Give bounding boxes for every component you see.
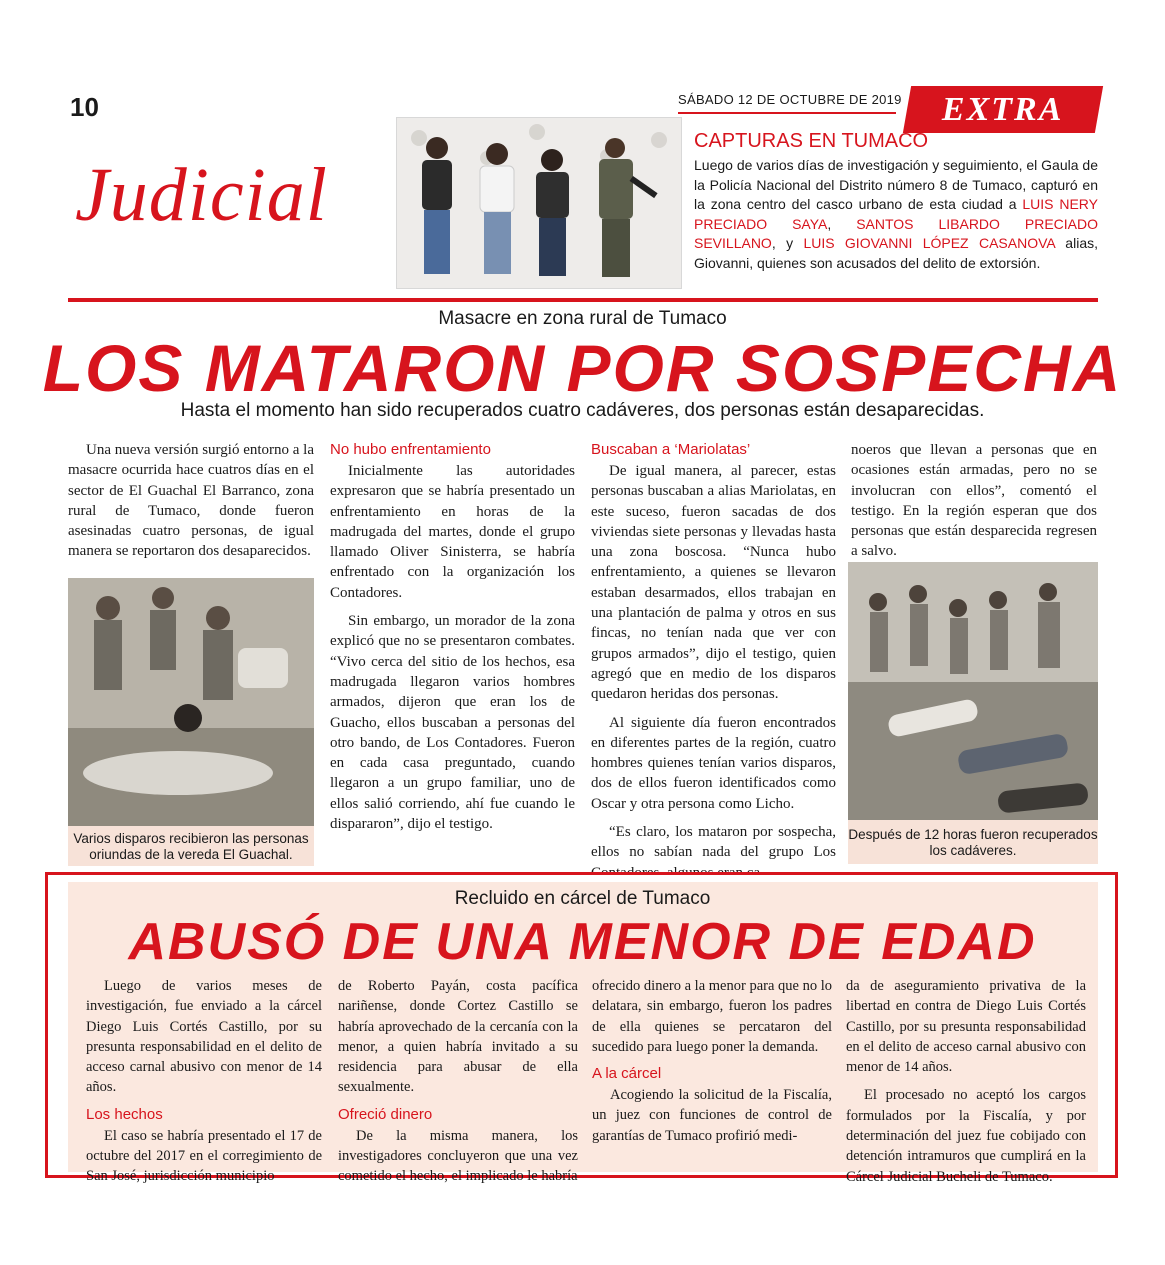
victims-illustration-left <box>68 578 314 826</box>
photo-left-caption: Varios disparos recibieron las personas oriundas de la vereda El Guachal. <box>68 826 314 866</box>
story1-col3-paragraph-3: “Es claro, los mataron por sospecha, ellos no sabían nada del grupo Los <box>591 824 836 861</box>
brief-title: CAPTURAS EN TUMACO <box>694 130 929 152</box>
brief-name-2: SANTOS LIBARDO PRECIADO SEVILLANO <box>694 215 1098 251</box>
brief-text-4: alias, Giovanni, quienes son acusados del delito de extorsión. <box>694 235 1098 271</box>
story1-column-1 <box>68 440 314 570</box>
story1-subhead: Hasta el momento han sido recuperados cuatro cadáveres, dos personas están desaparecidas. <box>180 400 985 421</box>
page-number: 10 <box>70 92 99 122</box>
story2-col2-paragraph-1: de Roberto Payán, costa pacífica nariñense, donde Cortez Castillo se habría aprovechado de la cercanía con la menor, a quien habría invitado a su residencia para abusar de ella sexualmente. <box>338 978 578 1096</box>
story1-col3-paragraph-2: Al siguiente día fueron encontrados en diferentes partes de la región, cuatro hombres quienes tenían varios disparos, dos de ellos fueron identificados como Oscar y otra persona como Licho. <box>591 714 836 812</box>
story2-headline: ABUSÓ DE UNA MENOR DE EDAD <box>128 913 1037 971</box>
story2-col1-subhead: Los hechos <box>86 1105 163 1123</box>
story2-col3-subhead: A la cárcel <box>592 1065 662 1083</box>
story1-col3-subhead: Buscaban a ‘Mariolatas’ <box>591 441 751 458</box>
story2-col1-paragraph-1: Luego de varios meses de investigación, fue enviado a la cárcel Diego Luis Cortés Castillo, por su presunta responsabilidad en el delito de acceso carnal abusivo con menor de 14 años. <box>86 978 322 1096</box>
story2-col4-paragraph-2: El procesado no aceptó los cargos formulados por la Fiscalía, y por determinación del juez fue cobijado con detención intramuros que cumplirá en la Cárcel Judicial Bucheli de Tumaco. <box>846 1087 1086 1185</box>
story1-kicker: Masacre en zona rural de Tumaco <box>438 308 727 329</box>
arrested-men-illustration <box>397 118 682 289</box>
date-underline <box>678 112 896 114</box>
brief-text-2: , <box>827 215 857 232</box>
brief-text-1: Luego de varios días de investigación y seguimiento, el Gaula de la Policía Nacional del Distrito número 8 de Tumaco, capturó en la zona centro del casco urbano de esta ciudad a <box>694 157 1098 212</box>
brief-name-3: LUIS GIOVANNI LÓPEZ CASANOVA <box>803 235 1055 251</box>
victims-photo-left <box>68 578 314 826</box>
issue-date: SÁBADO 12 DE OCTUBRE DE 2019 <box>678 92 902 107</box>
story1-col1-paragraph: Una nueva versión surgió entorno a la masacre ocurrida hace cuatros días en el sector de El Guachal El Barranco, zona rural de Tumaco, donde fueron asesinadas cuatro personas, de igual manera se reportaron dos desaparecidos. <box>68 442 314 560</box>
story2-column-4 <box>846 976 1086 1195</box>
victims-illustration-right <box>848 562 1098 820</box>
section-divider <box>68 298 1098 302</box>
story1-col4-paragraph: noeros que llevan a personas que en ocasiones están armadas, pero no se involucran con ellos”, comentó el testigo. En la región esperan que dos personas que están desparecida regresen a salvo. <box>851 442 1097 560</box>
story2-col4-paragraph-1: da de aseguramiento privativa de la libertad en contra de Diego Luis Cortés Castillo, por su presunta responsabilidad en el delito de acceso carnal abusivo con menor de 14 años. <box>846 978 1086 1076</box>
story1-col2-subhead: No hubo enfrentamiento <box>330 441 491 458</box>
photo-right-caption: Después de 12 horas fueron recuperados los cadáveres. <box>848 820 1098 864</box>
logo-text: EXTRA <box>942 90 1064 128</box>
brief-text-3: , y <box>771 235 804 251</box>
section-title: Judicial <box>75 153 328 237</box>
arrested-men-photo <box>396 117 682 289</box>
story1-col2-paragraph-2: Sin embargo, un morador de la zona explicó que no se presentaron combates. “Vivo cerca del sitio de los hechos, esa madrugada llegaron varios hombres armados, dijeron que eran los de Guacho, ellos buscaban a personas del otro bando, de Los Contadores. Fueron en cada casa preguntado, cuando llegaron a un grupo familiar, uno de ellos salió corriendo, ahí fue cuando le dispararon”, dijo el testigo. <box>330 613 575 833</box>
story1-col3-paragraph-1: De igual manera, al parecer, estas personas buscaban a alias Mariolatas, en este suceso, fueron sacadas de dos viviendas siete personas y llevadas hasta una zona boscosa. “Nunca hubo enfrentamiento, a quienes se llevaron estaban desarmados, ellos trabajan en una plantación de palma y otros en sus fincas, no tenían nada que ver con grupos armados”, dijo el testigo, quien agregó que en medio de los disparos quedaron heridas dos personas. <box>591 463 836 703</box>
brief-name-1: LUIS NERY PRECIADO SAYA <box>694 196 1098 232</box>
story2-col2-subhead: Ofreció dinero <box>338 1105 433 1123</box>
story2-column-2 <box>338 976 578 1195</box>
extra-logo <box>903 86 1103 133</box>
story2-column-3 <box>592 976 832 1154</box>
story2-kicker: Recluido en cárcel de Tumaco <box>454 888 711 909</box>
story1-headline: LOS MATARON POR SOSPECHA <box>42 331 1123 405</box>
story1-col2-paragraph-1: Inicialmente las autoridades expresaron que se habría presentado un enfrentamiento en horas de la madrugada del martes, donde el grupo llamado Oliver Sinisterra, se habría enfrentado con la organización los Contadores. <box>330 463 575 601</box>
story2-col3-paragraph-2: Acogiendo la solicitud de la Fiscalía, un juez con funciones de control de garantías de Tumaco profirió medi- <box>592 1087 832 1144</box>
story1-column-3 <box>591 441 836 891</box>
story2-column-1 <box>86 976 322 1195</box>
victims-photo-right <box>848 562 1098 820</box>
story2-col3-paragraph-1: ofrecido dinero a la menor para que no lo delatara, sin embargo, fueron los padres de ella quienes se percataron del sucedido para luego poner la demanda. <box>592 978 832 1055</box>
story1-column-2 <box>330 441 575 842</box>
story1-column-4 <box>851 440 1097 570</box>
brief-text <box>694 156 1098 273</box>
story2-col2-paragraph-2: De la misma manera, los investigadores concluyeron que una vez cometido el hecho, el implicado le habría <box>338 1127 578 1185</box>
story2-col1-paragraph-2: El caso se habría presentado el 17 de octubre del 2017 en el corregimiento de San José, jurisdicción municipio <box>86 1127 322 1185</box>
